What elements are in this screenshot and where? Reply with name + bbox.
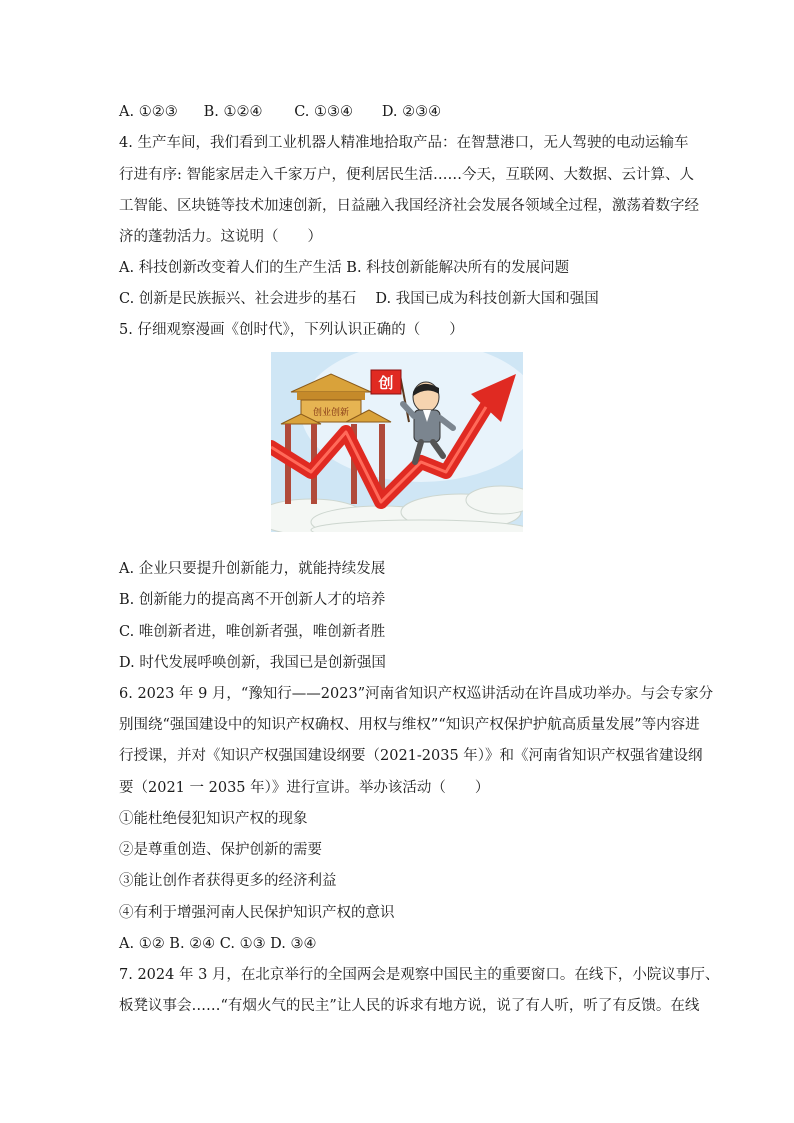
- q3-option-b: B. ①②④: [203, 104, 263, 120]
- q3-options: [119, 102, 441, 122]
- q5-option-c: C. 唯创新者进，唯创新者强，唯创新者胜: [119, 624, 386, 640]
- q5-option-d: D. 时代发展呼唤创新，我国已是创新强国: [119, 655, 386, 671]
- q5-option-a: A. 企业只要提升创新能力，就能持续发展: [119, 561, 386, 577]
- q5-cartoon: [271, 352, 523, 532]
- q5-stem: 5. 仔细观察漫画《创时代》，下列认识正确的（ ）: [119, 322, 464, 338]
- q4-stem-line-3: 工智能、区块链等技术加速创新，日益融入我国经济社会发展各领域全过程，激荡着数字经: [119, 198, 699, 214]
- gate-sign-text: 创业创新: [312, 408, 350, 418]
- q6-statement-4: ④有利于增强河南人民保护知识产权的意识: [119, 905, 395, 921]
- q7-stem-line-2: 板凳议事会……“有烟火气的民主”让人民的诉求有地方说，说了有人听，听了有反馈。在线: [119, 998, 700, 1014]
- flag-text: 创: [378, 374, 394, 392]
- cartoon-illustration: [271, 352, 523, 532]
- q4-option-line-2: C. 创新是民族振兴、社会进步的基石 D. 我国已成为科技创新大国和强国: [119, 291, 599, 307]
- q4-option-line-1: A. 科技创新改变着人们的生产生活 B. 科技创新能解决所有的发展问题: [119, 260, 570, 276]
- q6-options: A. ①② B. ②④ C. ①③ D. ③④: [119, 936, 317, 952]
- q6-statement-1: ①能杜绝侵犯知识产权的现象: [119, 811, 308, 827]
- q7-stem-line-1: 7. 2024 年 3 月，在北京举行的全国两会是观察中国民主的重要窗口。在线下，小院议事厅、: [119, 967, 720, 983]
- q6-stem-line-3: 行授课，并对《知识产权强国建设纲要（2021-2035 年）》和《河南省知识产权强省建设纲: [119, 748, 703, 764]
- q4-stem-line-1: 4. 生产车间，我们看到工业机器人精准地拾取产品：在智慧港口，无人驾驶的电动运输车: [119, 135, 689, 151]
- q5-option-b: B. 创新能力的提高离不开创新人才的培养: [119, 592, 386, 608]
- q3-option-c: C. ①③④: [294, 104, 354, 120]
- q6-stem-line-1: 6. 2023 年 9 月，“豫知行——2023”河南省知识产权巡讲活动在许昌成功举办。与会专家分: [119, 686, 714, 702]
- q3-option-a: A. ①②③: [119, 104, 178, 120]
- q6-stem-line-2: 别围绕“强国建设中的知识产权确权、用权与维权”“知识产权保护护航高质量发展”等内容进: [119, 717, 700, 733]
- q3-option-d: D. ②③④: [381, 104, 442, 120]
- q6-stem-line-4: 要（2021 一 2035 年）》进行宣讲。举办该活动（ ）: [119, 780, 490, 796]
- q6-statement-2: ②是尊重创造、保护创新的需要: [119, 842, 322, 858]
- q6-statement-3: ③能让创作者获得更多的经济利益: [119, 873, 337, 889]
- q4-stem-line-2: 行进有序: 智能家居走入千家万户，便利居民生活……今天，互联网、大数据、云计算、人: [119, 167, 694, 183]
- q4-stem-line-4: 济的蓬勃活力。这说明（ ）: [119, 229, 322, 245]
